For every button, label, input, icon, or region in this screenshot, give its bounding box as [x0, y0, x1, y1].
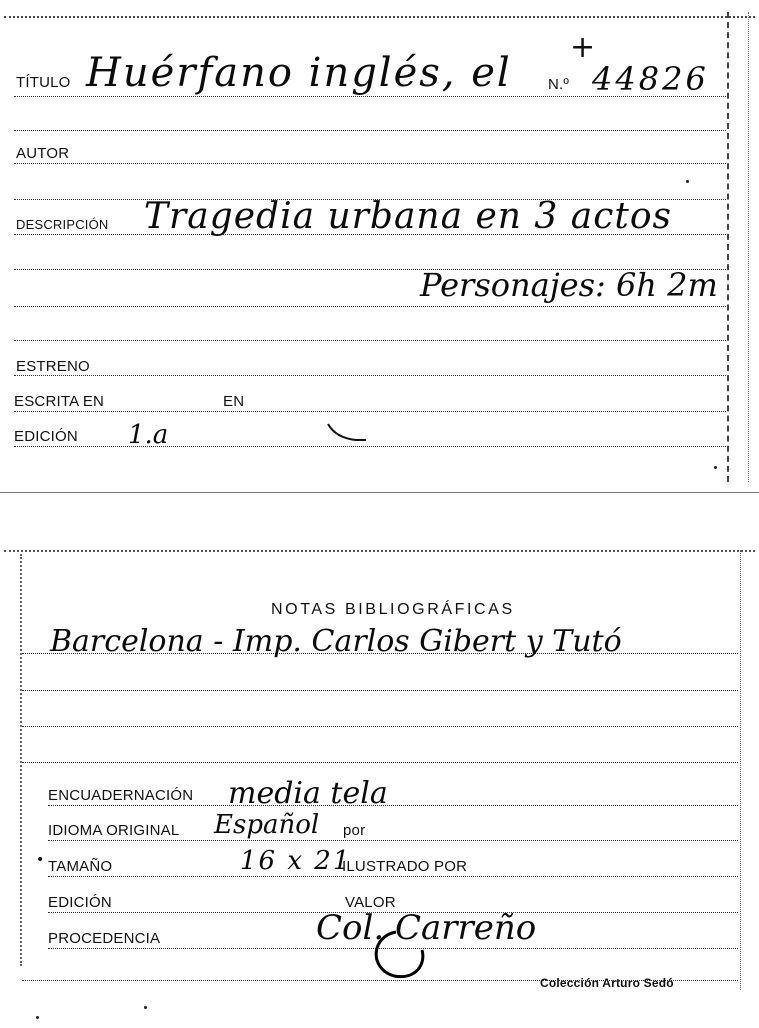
- pen-scratch-mark: [326, 420, 370, 446]
- idioma-rule: [48, 840, 738, 841]
- blank-rule: [14, 130, 726, 131]
- procedencia-label: PROCEDENCIA: [48, 930, 161, 947]
- speck: [686, 180, 689, 183]
- tamano-rule: [48, 876, 738, 877]
- card-right-edge: [727, 12, 729, 482]
- card-top-edge: [4, 16, 755, 18]
- autor-label: AUTOR: [16, 145, 70, 162]
- card-right-edge: [740, 550, 741, 990]
- en-label: EN: [223, 393, 245, 410]
- edicion-label: EDICIÓN: [48, 894, 112, 911]
- procedencia-handwritten: Col. Carreño: [316, 908, 537, 948]
- titulo-handwritten: Huérfano inglés, el: [86, 50, 512, 96]
- por-label: por: [343, 822, 366, 839]
- notas-handwritten: Barcelona - Imp. Carlos Gibert y Tutó: [50, 624, 622, 659]
- edicion-label: EDICIÓN: [14, 428, 78, 445]
- blank-rule: [22, 690, 738, 691]
- speck: [144, 1006, 147, 1009]
- catalog-card-title: [0, 0, 759, 494]
- catalog-card-notes: [0, 540, 759, 1028]
- bullet-mark: •: [36, 852, 45, 868]
- escrita-en-label: ESCRITA EN: [14, 393, 105, 410]
- personajes-handwritten: Personajes: 6h 2m: [420, 266, 718, 304]
- plus-mark: +: [570, 30, 596, 65]
- autor-rule: [14, 163, 726, 164]
- idioma-handwritten: Español: [214, 810, 320, 840]
- valor-label: VALOR: [345, 894, 396, 911]
- escrita-rule: [14, 411, 726, 412]
- card-left-edge: [20, 554, 22, 966]
- tamano-label: TAMAÑO: [48, 858, 113, 875]
- ink-loop-mark: [366, 928, 430, 982]
- card-shadow-edge: [748, 12, 749, 482]
- titulo-label: TÍTULO: [16, 74, 71, 91]
- coleccion-label: Colección Arturo Sedó: [540, 976, 674, 990]
- numero-label: N.º: [548, 76, 570, 93]
- encuadernacion-label: ENCUADERNACIÓN: [48, 787, 194, 804]
- estreno-label: ESTRENO: [16, 358, 90, 375]
- encuadernacion-rule: [48, 805, 738, 806]
- blank-rule: [22, 726, 738, 727]
- edicion-rule: [14, 446, 726, 447]
- speck: [36, 1016, 39, 1019]
- speck: [714, 466, 717, 469]
- descripcion-handwritten: Tragedia urbana en 3 actos: [144, 196, 673, 237]
- blank-rule: [22, 762, 738, 763]
- tamano-handwritten: 16 x 21: [240, 846, 352, 876]
- encuadernacion-handwritten: media tela: [228, 776, 388, 811]
- idioma-original-label: IDIOMA ORIGINAL: [48, 822, 180, 839]
- notas-heading: NOTAS BIBLIOGRÁFICAS: [271, 601, 515, 618]
- numero-handwritten: 44826: [592, 60, 709, 98]
- estreno-rule: [14, 375, 726, 376]
- card-top-edge: [4, 550, 755, 552]
- ilustrado-por-label: ILUSTRADO POR: [342, 858, 468, 875]
- descripcion-label: DESCRIPCIÓN: [16, 217, 109, 232]
- blank-rule: [14, 340, 726, 341]
- edicion-handwritten: 1.a: [128, 420, 169, 450]
- personajes-rule: [14, 306, 726, 307]
- card-separator: [0, 492, 759, 493]
